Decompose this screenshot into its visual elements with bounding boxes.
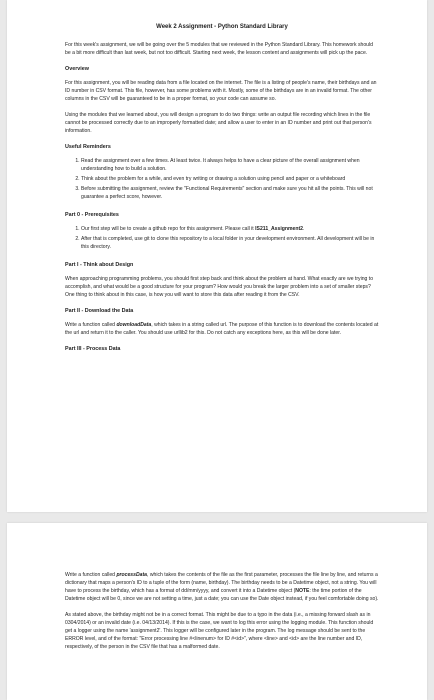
part3-paragraph-1 — [65, 571, 379, 603]
part3-text-start: Write a function called — [65, 572, 117, 578]
document-page-2 — [7, 523, 427, 700]
part3-text-mid: , which takes the contents of the file as the first parameter, processes the file line by line, and returns a dictionary that maps a person's ID to a tuple of the form (name, birthday). The birthday needs to be a Datetime object, not a string. You will have to process the birthday, which has a format of dd/mm/yyyy, and convert it into a Datetime object ( — [65, 572, 378, 594]
note-label: NOTE — [295, 588, 310, 594]
part0-item1-text: Our first step will be to create a github repo for this assignment. Please call it — [81, 226, 256, 232]
part0-heading: Part 0 - Prerequisites — [65, 212, 119, 218]
part3-paragraph-2: As stated above, the birthday might not be in a correct format. This might be due to a typo in the data (i.e., a missing forward slash as in 0304/2014) or an invalid date (i.e. 04/13/2014). If this is the case, we want to log this error using the logging module. This function should get a logger using the name 'assignment2'. This logger will be configured later in the program. The log message should be sent to the ERROR level, and of the format: "Error processing line #<linenum> for ID #<id>", where <line> and <id> are the line number and ID, respectively, of the person in the CSV file that has a malformed date. — [65, 612, 374, 650]
function-name-downloaddata: downloadData — [116, 322, 152, 328]
part2-paragraph — [65, 321, 379, 337]
reminder-item: 2. Think about the problem for a while, and even try writing or drawing a solution using pencil and paper or a whiteboard — [81, 175, 379, 183]
part1-heading: Part I - Think about Design — [65, 262, 134, 268]
reminders-heading: Useful Reminders — [65, 144, 111, 150]
overview-paragraph-1: For this assignment, you will be reading data from a file located on the internet. The file is a listing of people's name, their birthdays and an ID number in CSV format. This file, however, has some problems with it. Mostly, some of the birthdays are in an invalid format. The other columns in the CSV will be guaranteed to be in a proper format, so your code can assume so. — [65, 80, 377, 102]
part2-text-start: Write a function called — [65, 322, 117, 328]
function-name-processdata: processData — [116, 572, 148, 578]
part0-item1-end: . — [302, 226, 305, 232]
reminder-item: 3. Before submitting the assignment, review the "Functional Requirements" section and make sure you hit all the points. This will not guarantee a perfect score, however. — [81, 185, 379, 201]
part3-text-end: : the time portion of the Datetime object will be 0, since we are not setting a time, just a date; you can use the Date object instead, if you feel comfortable doing so). — [65, 588, 379, 602]
part0-list — [65, 225, 379, 251]
document-page-1 — [7, 0, 427, 512]
part3-heading: Part III - Process Data — [65, 346, 121, 352]
document-title: Week 2 Assignment - Python Standard Library — [156, 24, 288, 30]
reminders-list — [65, 157, 379, 201]
part2-heading: Part II - Download the Data — [65, 308, 134, 314]
repo-name: IS211_Assignment2 — [255, 226, 303, 232]
part2-text-end: , which takes in a string called url. The purpose of this function is to download the contents located at the url and return it to the caller. You should use urllib2 for this. Do not catch any exceptions here, as this will be done later. — [65, 322, 379, 336]
part0-item — [81, 225, 379, 233]
part1-paragraph: When approaching programming problems, you should first step back and think about the problem at hand. What exactly are we trying to accomplish, and what would be a good structure for your program? How would you break the larger problem into a set of smaller steps? One thing to think about in this case, is how you will want to store this data after reading it from the CSV. — [65, 276, 374, 298]
overview-paragraph-2: Using the modules that we learned about, you will design a program to do two things: write an output file recording which lines in the file cannot be processed correctly due to an improperly formatted date; and allow a user to enter in an ID number and print out that person's information. — [65, 112, 372, 134]
overview-heading: Overview — [65, 66, 89, 72]
intro-paragraph: For this week's assignment, we will be going over the 5 modules that we reviewed in the Python Standard Library. This homework should be a bit more difficult than last week, but not too difficult. Starting next week, the lesson content and assignments will pick up the pace. — [65, 42, 373, 56]
reminder-item: 1. Read the assignment over a few times. At least twice. It always helps to have a clear picture of the overall assignment when understanding how to build a solution. — [81, 157, 379, 173]
part0-item: 2. After that is completed, use git to clone this repository to a local folder in your development environment. All development will be in this directory. — [81, 235, 379, 251]
